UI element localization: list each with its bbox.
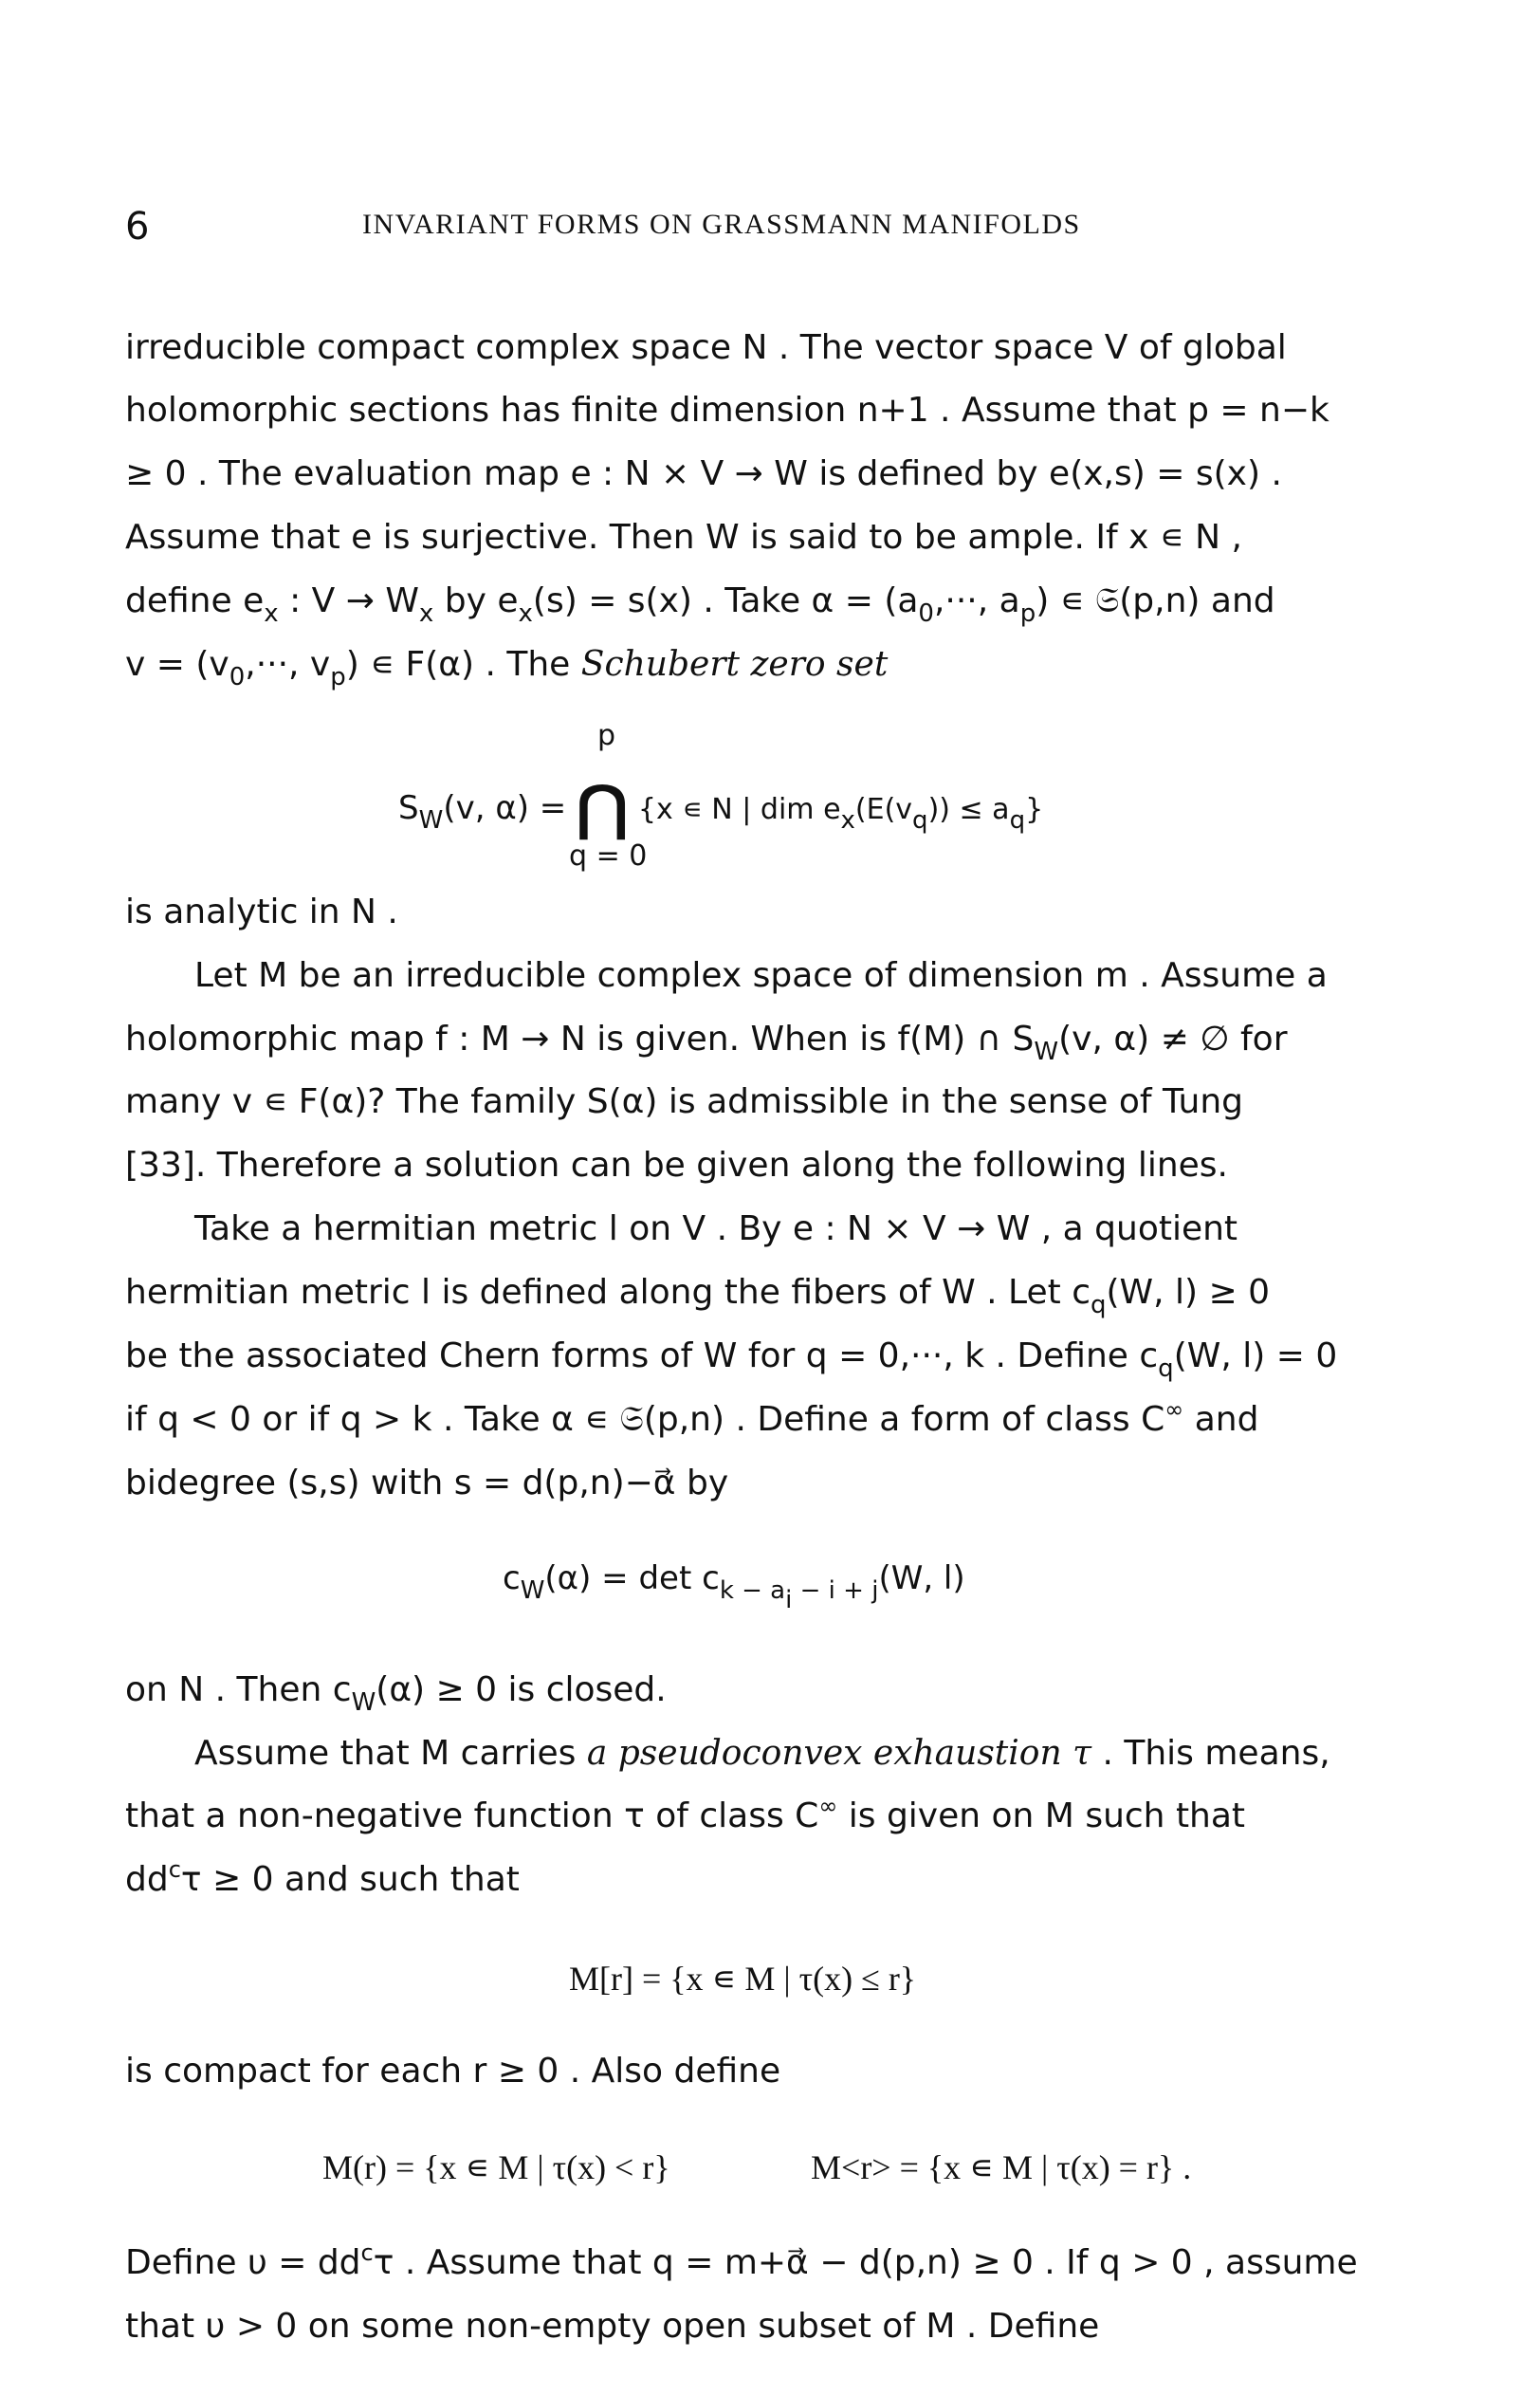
term-pseudoconvex-exhaustion: a pseudoconvex exhaustion τ bbox=[586, 1734, 1092, 1773]
text-line: Define $\upsilon = dd^c\tau$ . Assume that q = m+α⃗ − d(p,n) ≥ 0 . If q > 0 , assume bbox=[125, 2239, 1358, 2282]
intersection-symbol: ⋂ bbox=[577, 773, 629, 843]
equation-lower-limit: q = 0 bbox=[569, 839, 648, 873]
equation-upper-limit: p bbox=[597, 719, 616, 752]
equation-schubert-zero-set: $S_W(v$, α) = ⋂ {x ∊ N | dim $e_x(E(v_q)) \le a_q$} bbox=[398, 773, 1044, 843]
text-line: ≥ 0 . The evaluation map e : N × V → W is defined by e(x,s) = s(x) . bbox=[125, 454, 1282, 493]
text-line: Take a hermitian metric l on V . By e : N × V → W , a quotient bbox=[194, 1209, 1238, 1248]
text-line: define $e_x$ : $V \to W_x$ by $e_x(s) = s(x)$ . Take $\alpha = (a_0,\cdot\cdot\cdot$, $a_p$) ∊ 𝔖(p,n) and bbox=[125, 581, 1275, 628]
equation-sphere-set: M<r> = {x ∊ M | τ(x) = r} . bbox=[811, 2148, 1192, 2186]
text-line: be the associated Chern forms of W for q = 0,···, k . Define $c_q(W$, l) = 0 bbox=[125, 1336, 1338, 1383]
text-line: holomorphic sections has finite dimension n+1 . Assume that p = n−k bbox=[125, 391, 1329, 430]
text-line: hermitian metric l is defined along the fibers of W . Let $c_q(W$, l) ≥ 0 bbox=[125, 1273, 1271, 1319]
text-line: $dd^c\tau \ge 0$ and such that bbox=[125, 1856, 520, 1899]
text-line: many v ∊ F(α)? The family S(α) is admissible in the sense of Tung bbox=[125, 1082, 1244, 1121]
equation-open-set: M(r) = {x ∊ M | τ(x) < r} bbox=[322, 2148, 670, 2186]
equation-chern-determinant: $c_W(\alpha) = \det c_{k - a_i - i + j}(W$, l) bbox=[503, 1559, 965, 1614]
equation-ball-set: M[r] = {x ∊ M | τ(x) ≤ r} bbox=[569, 1960, 917, 1998]
page-number: 6 bbox=[125, 205, 150, 249]
text-line: Let M be an irreducible complex space of dimension m . Assume a bbox=[194, 956, 1328, 995]
text-line: bidegree (s,s) with s = d(p,n)−α⃗ by bbox=[125, 1464, 729, 1502]
text-line: that υ > 0 on some non-empty open subset of M . Define bbox=[125, 2307, 1100, 2346]
text-line: irreducible compact complex space N . The vector space V of global bbox=[125, 328, 1287, 367]
text-line: is compact for each r ≥ 0 . Also define bbox=[125, 2052, 781, 2091]
text-line: Assume that e is surjective. Then W is said to be ample. If x ∊ N , bbox=[125, 518, 1242, 557]
term-schubert-zero-set: Schubert zero set bbox=[580, 645, 889, 684]
text-line: is analytic in N . bbox=[125, 893, 398, 931]
text-line: [33]. Therefore a solution can be given along the following lines. bbox=[125, 1146, 1229, 1185]
text-line: on N . Then $c_W(\alpha) \ge 0$ is closed. bbox=[125, 1670, 667, 1717]
page-header bbox=[125, 205, 1434, 262]
text-line: that a non-negative function τ of class C∞ is given on M such that bbox=[125, 1793, 1246, 1835]
text-line: if q < 0 or if q > k . Take α ∊ 𝔖(p,n) . Define a form of class C∞ and bbox=[125, 1396, 1259, 1439]
text-line: holomorphic map f : M → N is given. When is f(M) ∩ $S_W(v$, α) ≠ ∅ for bbox=[125, 1020, 1288, 1066]
text-line: $v = (v_0,\cdot\cdot\cdot$, $v_p$) ∊ F(α) . The Schubert zero set bbox=[125, 645, 889, 691]
running-title: INVARIANT FORMS ON GRASSMANN MANIFOLDS bbox=[362, 209, 1081, 240]
text-line: Assume that M carries a pseudoconvex exhaustion τ . This means, bbox=[194, 1734, 1330, 1773]
